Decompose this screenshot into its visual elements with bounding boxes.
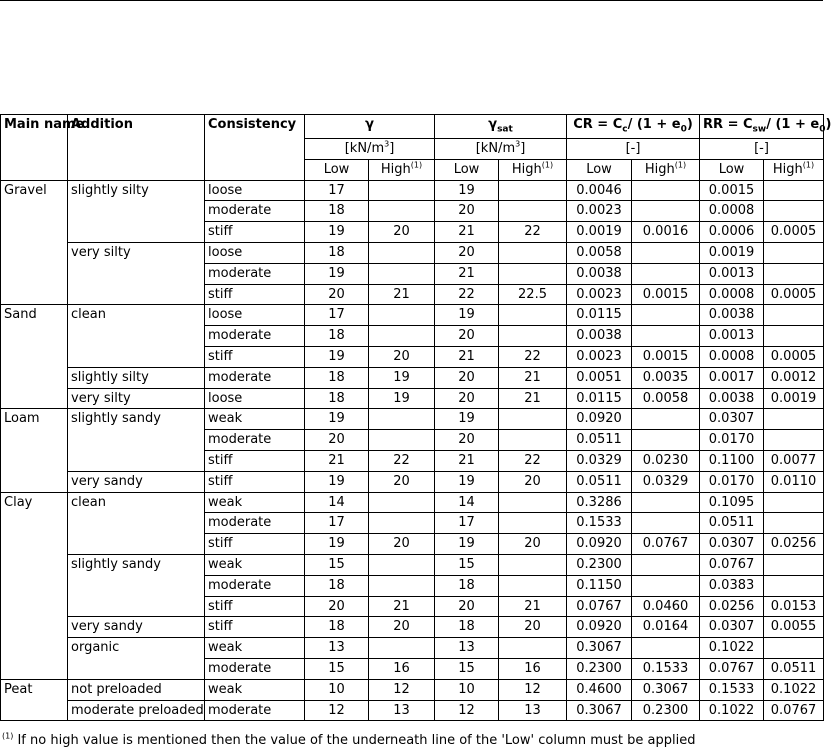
cell-gamma-high: 19 <box>369 367 435 388</box>
cell-gamma-low: 18 <box>305 388 369 409</box>
cell-rr-low: 0.0017 <box>700 367 764 388</box>
cell-gamma-low: 19 <box>305 534 369 555</box>
cell-consistency: weak <box>205 409 305 430</box>
cell-rr-low: 0.1095 <box>700 492 764 513</box>
cell-cr-low: 0.0920 <box>567 534 632 555</box>
table-row <box>1 180 824 201</box>
cell-rr-high: 0.0767 <box>764 700 824 721</box>
cell-consistency: moderate <box>205 367 305 388</box>
cell-gamma-sat-high: 21 <box>499 388 567 409</box>
cell-consistency: stiff <box>205 471 305 492</box>
cell-cr-low: 0.1150 <box>567 575 632 596</box>
cell-consistency: moderate <box>205 201 305 222</box>
cell-gamma-sat-high <box>499 430 567 451</box>
cell-consistency: loose <box>205 388 305 409</box>
cell-rr-high: 0.0511 <box>764 658 824 679</box>
cell-cr-low: 0.0115 <box>567 388 632 409</box>
cell-cr-low: 0.0511 <box>567 471 632 492</box>
cell-rr-low: 0.1022 <box>700 700 764 721</box>
cell-gamma-sat-low: 20 <box>435 388 499 409</box>
cell-gamma-high <box>369 430 435 451</box>
cell-cr-high: 0.0767 <box>632 534 700 555</box>
cell-gamma-sat-high <box>499 575 567 596</box>
cell-rr-low: 0.0019 <box>700 242 764 263</box>
cell-gamma-low: 19 <box>305 346 369 367</box>
cell-main-name: Sand <box>1 305 68 409</box>
cell-rr-low: 0.0170 <box>700 430 764 451</box>
cell-rr-high: 0.0256 <box>764 534 824 555</box>
cell-cr-high: 0.1533 <box>632 658 700 679</box>
header-main-name: Main name <box>1 115 68 181</box>
cell-consistency: stiff <box>205 222 305 243</box>
cell-gamma-sat-low: 15 <box>435 658 499 679</box>
cell-cr-low: 0.0046 <box>567 180 632 201</box>
header-rr: RR = $C_{sw}/$ $(1 + e_0)$ <box>700 115 824 139</box>
cell-rr-low: 0.0008 <box>700 346 764 367</box>
cell-gamma-sat-low: 21 <box>435 450 499 471</box>
cell-rr-high: 0.1022 <box>764 679 824 700</box>
cell-gamma-low: 18 <box>305 367 369 388</box>
cell-gamma-high: 16 <box>369 658 435 679</box>
top-rule <box>0 0 823 1</box>
cell-cr-high: 0.0058 <box>632 388 700 409</box>
cell-rr-high <box>764 263 824 284</box>
cell-addition: very sandy <box>68 471 205 492</box>
cell-rr-high: 0.0005 <box>764 284 824 305</box>
cell-gamma-sat-high <box>499 305 567 326</box>
cell-rr-high: 0.0005 <box>764 346 824 367</box>
cell-cr-high: 0.0016 <box>632 222 700 243</box>
cell-rr-low: 0.0038 <box>700 305 764 326</box>
cell-cr-low: 0.3067 <box>567 700 632 721</box>
cell-rr-high <box>764 575 824 596</box>
cell-rr-low: 0.0038 <box>700 388 764 409</box>
cell-consistency: moderate <box>205 513 305 534</box>
cell-rr-low: 0.0383 <box>700 575 764 596</box>
cell-gamma-low: 14 <box>305 492 369 513</box>
cell-cr-high <box>632 513 700 534</box>
cell-gamma-high: 21 <box>369 596 435 617</box>
cell-gamma-sat-low: 21 <box>435 222 499 243</box>
cell-cr-low: 0.0038 <box>567 263 632 284</box>
cell-cr-high: 0.2300 <box>632 700 700 721</box>
table-row <box>1 638 824 659</box>
unit-gamma: $[kN/m^3]$ <box>305 139 435 160</box>
cell-gamma-low: 20 <box>305 430 369 451</box>
cell-gamma-sat-high: 12 <box>499 679 567 700</box>
cell-rr-low: 0.0015 <box>700 180 764 201</box>
cell-gamma-sat-low: 22 <box>435 284 499 305</box>
cell-gamma-low: 18 <box>305 326 369 347</box>
soil-parameters-table <box>0 114 831 721</box>
cell-rr-low: 0.0256 <box>700 596 764 617</box>
cell-gamma-low: 17 <box>305 305 369 326</box>
cell-gamma-sat-low: 13 <box>435 638 499 659</box>
cell-cr-high: 0.0015 <box>632 346 700 367</box>
cell-cr-low: 0.3286 <box>567 492 632 513</box>
cell-gamma-sat-high <box>499 242 567 263</box>
cell-gamma-high: 20 <box>369 534 435 555</box>
cell-rr-high <box>764 638 824 659</box>
cell-rr-high: 0.0005 <box>764 222 824 243</box>
cell-main-name: Gravel <box>1 180 68 305</box>
cell-consistency: moderate <box>205 658 305 679</box>
cell-consistency: moderate <box>205 700 305 721</box>
cell-gamma-low: 17 <box>305 180 369 201</box>
cell-cr-low: 0.0058 <box>567 242 632 263</box>
table-row <box>1 367 824 388</box>
cell-gamma-sat-high: 16 <box>499 658 567 679</box>
cell-rr-high <box>764 554 824 575</box>
cell-cr-low: 0.0023 <box>567 346 632 367</box>
cell-gamma-sat-low: 19 <box>435 305 499 326</box>
cell-rr-low: 0.0008 <box>700 284 764 305</box>
table-body <box>1 180 824 721</box>
low-label: Low <box>700 159 764 180</box>
cell-cr-high <box>632 638 700 659</box>
unit-gamma-sat: $[kN/m^3]$ <box>435 139 567 160</box>
footnote: $^{(1)}$ If no high value is mentioned then the value of the underneath line of the 'Low' column must be applied <box>2 731 696 748</box>
cell-rr-low: 0.0511 <box>700 513 764 534</box>
cell-cr-high: 0.3067 <box>632 679 700 700</box>
cell-gamma-sat-low: 20 <box>435 242 499 263</box>
cell-cr-high: 0.0035 <box>632 367 700 388</box>
cell-gamma-high <box>369 409 435 430</box>
cell-cr-high <box>632 409 700 430</box>
cell-gamma-low: 21 <box>305 450 369 471</box>
cell-gamma-sat-low: 21 <box>435 263 499 284</box>
header-gamma: γ <box>305 115 435 139</box>
cell-gamma-high: 20 <box>369 617 435 638</box>
cell-gamma-sat-high <box>499 263 567 284</box>
cell-cr-low: 0.0038 <box>567 326 632 347</box>
cell-rr-high <box>764 409 824 430</box>
cell-gamma-low: 19 <box>305 471 369 492</box>
cell-gamma-sat-low: 21 <box>435 346 499 367</box>
cell-gamma-low: 10 <box>305 679 369 700</box>
cell-gamma-sat-low: 20 <box>435 367 499 388</box>
cell-gamma-high <box>369 513 435 534</box>
cell-cr-low: 0.0019 <box>567 222 632 243</box>
cell-cr-low: 0.0767 <box>567 596 632 617</box>
cell-addition: slightly sandy <box>68 554 205 616</box>
cell-gamma-sat-high <box>499 409 567 430</box>
low-label: Low <box>567 159 632 180</box>
cell-rr-high: 0.0077 <box>764 450 824 471</box>
table-row <box>1 554 824 575</box>
cell-rr-low: 0.0013 <box>700 263 764 284</box>
cell-gamma-sat-high <box>499 554 567 575</box>
cell-gamma-low: 15 <box>305 658 369 679</box>
cell-cr-low: 0.4600 <box>567 679 632 700</box>
high-label: High$^{(1)}$ <box>369 159 435 180</box>
cell-gamma-sat-high <box>499 638 567 659</box>
cell-rr-high <box>764 180 824 201</box>
cell-gamma-low: 20 <box>305 284 369 305</box>
cell-cr-low: 0.0511 <box>567 430 632 451</box>
header-consistency: Consistency <box>205 115 305 181</box>
cell-rr-low: 0.1533 <box>700 679 764 700</box>
cell-gamma-high <box>369 305 435 326</box>
cell-gamma-sat-high: 22 <box>499 346 567 367</box>
cell-addition: slightly silty <box>68 180 205 242</box>
cell-gamma-low: 18 <box>305 242 369 263</box>
cell-addition: very sandy <box>68 617 205 638</box>
cell-gamma-sat-high: 20 <box>499 534 567 555</box>
cell-gamma-low: 20 <box>305 596 369 617</box>
unit-cr: [-] <box>567 139 700 160</box>
cell-cr-high <box>632 305 700 326</box>
cell-addition: very silty <box>68 388 205 409</box>
cell-cr-high <box>632 575 700 596</box>
cell-gamma-high: 20 <box>369 222 435 243</box>
cell-consistency: moderate <box>205 430 305 451</box>
cell-gamma-sat-high <box>499 492 567 513</box>
cell-gamma-sat-low: 20 <box>435 201 499 222</box>
cell-consistency: weak <box>205 554 305 575</box>
cell-gamma-sat-low: 20 <box>435 326 499 347</box>
cell-cr-high <box>632 554 700 575</box>
cell-addition: very silty <box>68 242 205 304</box>
cell-cr-high: 0.0460 <box>632 596 700 617</box>
cell-rr-high: 0.0012 <box>764 367 824 388</box>
cell-consistency: weak <box>205 679 305 700</box>
cell-gamma-sat-low: 17 <box>435 513 499 534</box>
cell-gamma-sat-high <box>499 513 567 534</box>
cell-gamma-high <box>369 326 435 347</box>
cell-consistency: stiff <box>205 617 305 638</box>
cell-gamma-high: 21 <box>369 284 435 305</box>
cell-cr-high: 0.0329 <box>632 471 700 492</box>
header-cr: CR = $C_c/$ $(1 + e_0)$ <box>567 115 700 139</box>
cell-cr-low: 0.3067 <box>567 638 632 659</box>
cell-rr-high: 0.0055 <box>764 617 824 638</box>
cell-gamma-low: 19 <box>305 409 369 430</box>
table-row <box>1 388 824 409</box>
cell-rr-low: 0.1022 <box>700 638 764 659</box>
cell-gamma-high: 13 <box>369 700 435 721</box>
cell-consistency: moderate <box>205 575 305 596</box>
cell-gamma-sat-high <box>499 326 567 347</box>
cell-gamma-high <box>369 263 435 284</box>
cell-rr-high: 0.0019 <box>764 388 824 409</box>
cell-cr-high <box>632 201 700 222</box>
cell-cr-low: 0.2300 <box>567 554 632 575</box>
cell-gamma-sat-high <box>499 201 567 222</box>
cell-gamma-sat-low: 19 <box>435 471 499 492</box>
cell-gamma-high <box>369 575 435 596</box>
cell-rr-low: 0.0767 <box>700 658 764 679</box>
cell-rr-low: 0.0307 <box>700 617 764 638</box>
cell-gamma-sat-high: 22.5 <box>499 284 567 305</box>
cell-rr-high <box>764 513 824 534</box>
cell-gamma-sat-low: 10 <box>435 679 499 700</box>
cell-gamma-low: 15 <box>305 554 369 575</box>
high-label: High$^{(1)}$ <box>764 159 824 180</box>
table-row <box>1 409 824 430</box>
cell-consistency: stiff <box>205 596 305 617</box>
cell-cr-low: 0.0023 <box>567 284 632 305</box>
cell-main-name: Peat <box>1 679 68 721</box>
cell-rr-low: 0.0008 <box>700 201 764 222</box>
cell-main-name: Clay <box>1 492 68 679</box>
cell-rr-high <box>764 201 824 222</box>
cell-gamma-high <box>369 242 435 263</box>
cell-cr-high <box>632 492 700 513</box>
cell-gamma-low: 12 <box>305 700 369 721</box>
cell-gamma-sat-low: 20 <box>435 430 499 451</box>
cell-gamma-sat-high: 20 <box>499 471 567 492</box>
cell-addition: slightly sandy <box>68 409 205 471</box>
cell-cr-low: 0.0329 <box>567 450 632 471</box>
cell-cr-low: 0.0023 <box>567 201 632 222</box>
cell-main-name: Loam <box>1 409 68 492</box>
cell-consistency: loose <box>205 242 305 263</box>
cell-gamma-sat-high: 22 <box>499 222 567 243</box>
table-row <box>1 700 824 721</box>
cell-cr-high <box>632 180 700 201</box>
cell-cr-high <box>632 242 700 263</box>
table-row <box>1 492 824 513</box>
cell-cr-high: 0.0164 <box>632 617 700 638</box>
cell-gamma-low: 18 <box>305 617 369 638</box>
cell-consistency: loose <box>205 305 305 326</box>
cell-gamma-low: 13 <box>305 638 369 659</box>
cell-gamma-sat-high: 13 <box>499 700 567 721</box>
cell-gamma-sat-low: 15 <box>435 554 499 575</box>
cell-consistency: loose <box>205 180 305 201</box>
cell-rr-high: 0.0153 <box>764 596 824 617</box>
cell-gamma-sat-high <box>499 180 567 201</box>
cell-gamma-sat-low: 19 <box>435 409 499 430</box>
cell-gamma-low: 18 <box>305 575 369 596</box>
cell-gamma-low: 17 <box>305 513 369 534</box>
cell-gamma-high: 22 <box>369 450 435 471</box>
cell-gamma-high: 19 <box>369 388 435 409</box>
cell-gamma-high <box>369 201 435 222</box>
cell-rr-high: 0.0110 <box>764 471 824 492</box>
cell-gamma-sat-low: 18 <box>435 575 499 596</box>
cell-gamma-sat-low: 14 <box>435 492 499 513</box>
cell-cr-low: 0.2300 <box>567 658 632 679</box>
cell-gamma-low: 19 <box>305 263 369 284</box>
cell-gamma-low: 19 <box>305 222 369 243</box>
cell-cr-high: 0.0230 <box>632 450 700 471</box>
cell-rr-low: 0.0170 <box>700 471 764 492</box>
cell-cr-high: 0.0015 <box>632 284 700 305</box>
cell-consistency: stiff <box>205 284 305 305</box>
cell-addition: clean <box>68 305 205 367</box>
cell-addition: organic <box>68 638 205 680</box>
cell-consistency: moderate <box>205 263 305 284</box>
cell-cr-high <box>632 326 700 347</box>
cell-addition: not preloaded <box>68 679 205 700</box>
cell-rr-low: 0.0307 <box>700 409 764 430</box>
cell-gamma-high <box>369 180 435 201</box>
cell-consistency: weak <box>205 492 305 513</box>
cell-gamma-high: 20 <box>369 471 435 492</box>
cell-gamma-sat-high: 21 <box>499 596 567 617</box>
header-addition: Addition <box>68 115 205 181</box>
cell-gamma-sat-low: 20 <box>435 596 499 617</box>
cell-rr-low: 0.0767 <box>700 554 764 575</box>
header-gamma-sat: $\gamma_{sat}$ <box>435 115 567 139</box>
cell-gamma-sat-low: 19 <box>435 180 499 201</box>
cell-rr-low: 0.0307 <box>700 534 764 555</box>
cell-rr-low: 0.1100 <box>700 450 764 471</box>
cell-consistency: weak <box>205 638 305 659</box>
table-row <box>1 305 824 326</box>
cell-gamma-high <box>369 492 435 513</box>
high-label: High$^{(1)}$ <box>632 159 700 180</box>
cell-addition: slightly silty <box>68 367 205 388</box>
cell-rr-low: 0.0013 <box>700 326 764 347</box>
cell-consistency: moderate <box>205 326 305 347</box>
cell-addition: moderate preloaded <box>68 700 205 721</box>
cell-rr-high <box>764 430 824 451</box>
table-row <box>1 242 824 263</box>
low-label: Low <box>305 159 369 180</box>
cell-cr-low: 0.0920 <box>567 409 632 430</box>
high-label: High$^{(1)}$ <box>499 159 567 180</box>
table-row <box>1 617 824 638</box>
cell-gamma-sat-low: 18 <box>435 617 499 638</box>
cell-gamma-sat-low: 19 <box>435 534 499 555</box>
cell-gamma-high <box>369 638 435 659</box>
cell-rr-high <box>764 305 824 326</box>
cell-rr-high <box>764 492 824 513</box>
cell-gamma-sat-high: 21 <box>499 367 567 388</box>
unit-rr: [-] <box>700 139 824 160</box>
cell-consistency: stiff <box>205 534 305 555</box>
cell-rr-high <box>764 242 824 263</box>
cell-gamma-high: 12 <box>369 679 435 700</box>
cell-rr-high <box>764 326 824 347</box>
cell-cr-high <box>632 263 700 284</box>
low-label: Low <box>435 159 499 180</box>
cell-cr-low: 0.1533 <box>567 513 632 534</box>
cell-gamma-sat-high: 22 <box>499 450 567 471</box>
cell-gamma-high <box>369 554 435 575</box>
cell-gamma-low: 18 <box>305 201 369 222</box>
cell-rr-low: 0.0006 <box>700 222 764 243</box>
cell-cr-low: 0.0051 <box>567 367 632 388</box>
cell-gamma-high: 20 <box>369 346 435 367</box>
cell-cr-low: 0.0920 <box>567 617 632 638</box>
cell-consistency: stiff <box>205 450 305 471</box>
cell-cr-high <box>632 430 700 451</box>
cell-gamma-sat-low: 12 <box>435 700 499 721</box>
cell-gamma-sat-high: 20 <box>499 617 567 638</box>
cell-cr-low: 0.0115 <box>567 305 632 326</box>
table-row <box>1 679 824 700</box>
cell-consistency: stiff <box>205 346 305 367</box>
cell-addition: clean <box>68 492 205 554</box>
table-row <box>1 471 824 492</box>
